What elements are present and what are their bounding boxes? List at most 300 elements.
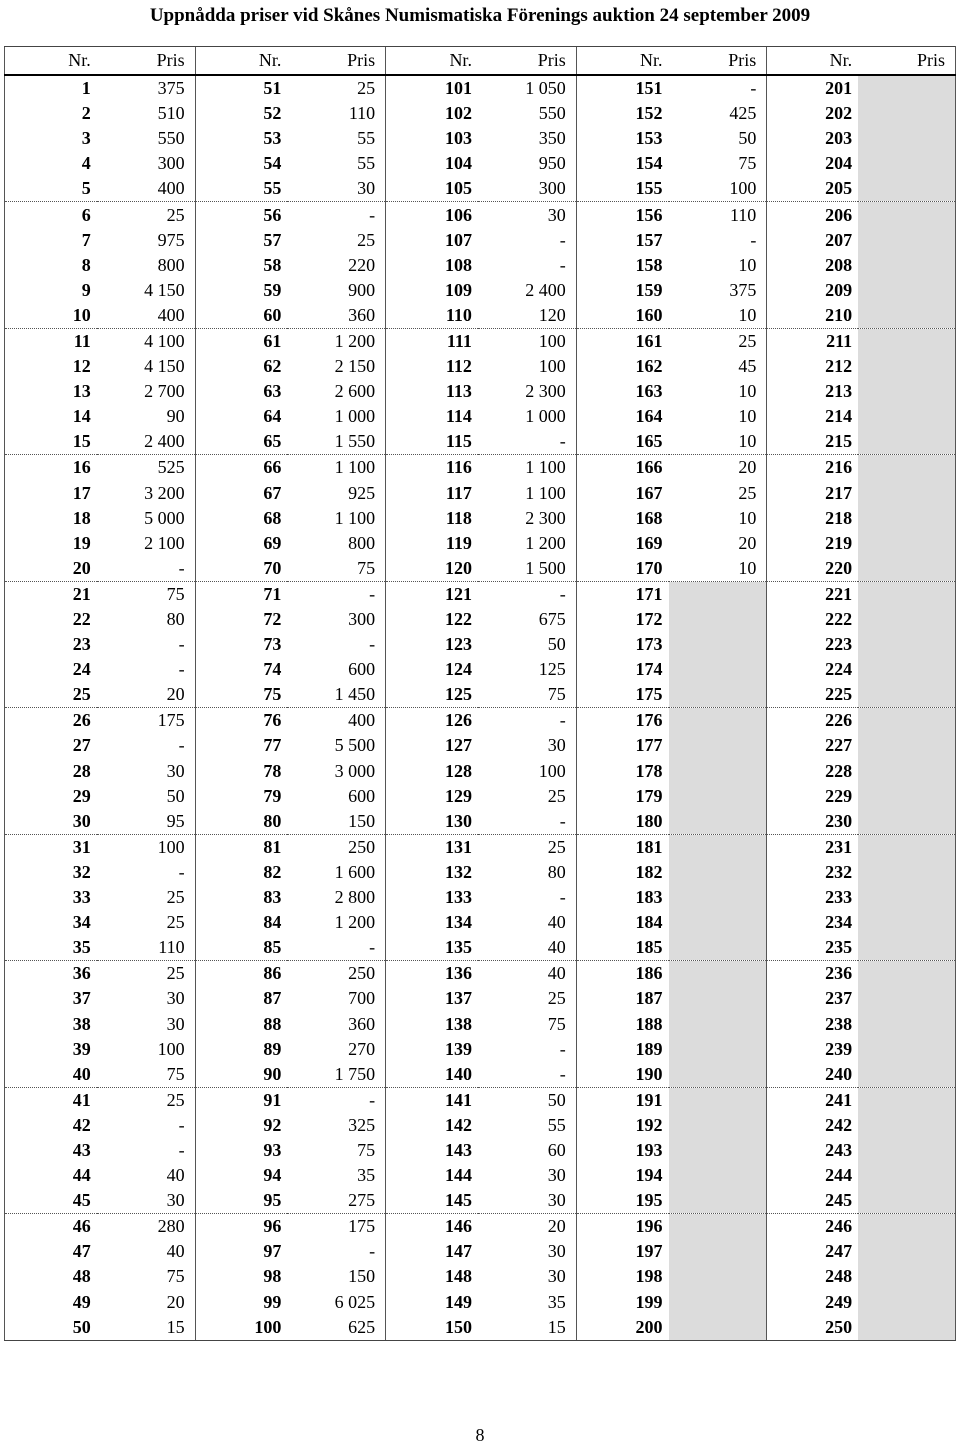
lot-price: 125 bbox=[538, 659, 566, 680]
table-row bbox=[5, 809, 956, 835]
lot-number: 164 bbox=[576, 404, 668, 429]
lot-number: 210 bbox=[767, 303, 858, 329]
table-row bbox=[5, 228, 956, 253]
auction-price-table bbox=[4, 46, 956, 1341]
table-row bbox=[5, 885, 956, 910]
table-row bbox=[5, 607, 956, 632]
lot-price: 360 bbox=[287, 303, 385, 329]
lot-price: 800 bbox=[157, 254, 185, 275]
lot-price bbox=[669, 1239, 767, 1264]
lot-number: 241 bbox=[767, 1087, 858, 1113]
lot-number: 245 bbox=[767, 1188, 858, 1214]
lot-number: 16 bbox=[5, 455, 97, 481]
lot-number: 231 bbox=[767, 834, 858, 860]
lot-number: 143 bbox=[386, 1138, 478, 1163]
lot-price: 40 bbox=[166, 1241, 185, 1262]
lot-price: 10 bbox=[738, 507, 757, 528]
lot-price: 110 bbox=[348, 103, 376, 124]
table-row bbox=[5, 784, 956, 809]
lot-price: 25 bbox=[357, 229, 376, 250]
lot-price bbox=[669, 632, 767, 657]
lot-price: 325 bbox=[348, 1114, 376, 1135]
lot-price bbox=[669, 607, 767, 632]
lot-number: 129 bbox=[386, 784, 478, 809]
table-row bbox=[5, 910, 956, 935]
lot-number: 228 bbox=[767, 759, 858, 784]
lot-number: 179 bbox=[576, 784, 668, 809]
lot-price: 150 bbox=[348, 1266, 376, 1287]
lot-price: 110 bbox=[729, 204, 757, 225]
table-row bbox=[5, 1011, 956, 1036]
lot-price bbox=[669, 1214, 767, 1240]
lot-price bbox=[669, 657, 767, 682]
lot-price: 25 bbox=[166, 912, 185, 933]
lot-number: 47 bbox=[5, 1239, 97, 1264]
lot-number: 54 bbox=[195, 151, 287, 176]
lot-price bbox=[858, 531, 955, 556]
lot-price: - bbox=[178, 1114, 185, 1135]
lot-number: 21 bbox=[5, 581, 97, 607]
lot-price: 100 bbox=[157, 836, 185, 857]
lot-number: 81 bbox=[195, 834, 287, 860]
lot-price: 1 000 bbox=[334, 406, 376, 427]
lot-number: 153 bbox=[576, 126, 668, 151]
lot-number: 162 bbox=[576, 354, 668, 379]
lot-price: 30 bbox=[547, 204, 566, 225]
lot-number: 45 bbox=[5, 1188, 97, 1214]
lot-number: 8 bbox=[5, 253, 97, 278]
lot-number: 4 bbox=[5, 151, 97, 176]
lot-price bbox=[858, 228, 955, 253]
lot-number: 116 bbox=[386, 455, 478, 481]
lot-number: 128 bbox=[386, 759, 478, 784]
lot-price bbox=[858, 455, 955, 481]
lot-number: 80 bbox=[195, 809, 287, 835]
lot-price bbox=[858, 328, 955, 354]
lot-price: 2 300 bbox=[525, 381, 566, 402]
lot-price: 1 500 bbox=[478, 556, 576, 582]
lot-number: 17 bbox=[5, 481, 97, 506]
lot-price: 10 bbox=[738, 381, 757, 402]
lot-price: 30 bbox=[547, 1241, 566, 1262]
lot-price: 3 000 bbox=[334, 760, 376, 781]
lot-number: 200 bbox=[576, 1315, 668, 1341]
lot-number: 131 bbox=[386, 834, 478, 860]
lot-price bbox=[669, 885, 767, 910]
table-row bbox=[5, 1138, 956, 1163]
lot-number: 124 bbox=[386, 657, 478, 682]
lot-number: 207 bbox=[767, 228, 858, 253]
lot-price: - bbox=[369, 1089, 376, 1110]
lot-number: 165 bbox=[576, 429, 668, 455]
lot-price: 75 bbox=[166, 583, 185, 604]
lot-price: 75 bbox=[547, 1013, 566, 1034]
lot-number: 23 bbox=[5, 632, 97, 657]
table-row bbox=[5, 328, 956, 354]
lot-price: 30 bbox=[547, 1266, 566, 1287]
lot-price: 15 bbox=[97, 1315, 195, 1341]
lot-price: 25 bbox=[166, 1089, 185, 1110]
lot-price bbox=[669, 1037, 767, 1062]
lot-number: 211 bbox=[767, 328, 858, 354]
lot-number: 60 bbox=[195, 303, 287, 329]
lot-price: - bbox=[478, 809, 576, 835]
lot-price bbox=[858, 202, 955, 228]
lot-number: 237 bbox=[767, 986, 858, 1011]
lot-number: 36 bbox=[5, 961, 97, 987]
lot-price bbox=[669, 733, 767, 758]
lot-price: 75 bbox=[166, 1266, 185, 1287]
lot-price bbox=[858, 581, 955, 607]
lot-number: 178 bbox=[576, 759, 668, 784]
lot-price: 75 bbox=[478, 682, 576, 708]
lot-number: 72 bbox=[195, 607, 287, 632]
table-row bbox=[5, 531, 956, 556]
lot-number: 55 bbox=[195, 176, 287, 202]
lot-price: - bbox=[559, 254, 566, 275]
lot-number: 169 bbox=[576, 531, 668, 556]
lot-price: 150 bbox=[287, 809, 385, 835]
lot-number: 167 bbox=[576, 481, 668, 506]
lot-number: 163 bbox=[576, 379, 668, 404]
lot-number: 30 bbox=[5, 809, 97, 835]
header-nr: Nr. bbox=[576, 47, 668, 76]
lot-number: 249 bbox=[767, 1290, 858, 1315]
header-row bbox=[5, 47, 956, 76]
lot-price bbox=[858, 556, 955, 582]
lot-price: 30 bbox=[547, 735, 566, 756]
lot-price: 20 bbox=[547, 1216, 566, 1237]
lot-price bbox=[669, 860, 767, 885]
lot-number: 137 bbox=[386, 986, 478, 1011]
lot-price: 1 750 bbox=[287, 1062, 385, 1088]
lot-price bbox=[669, 784, 767, 809]
lot-price bbox=[858, 1315, 955, 1341]
lot-number: 65 bbox=[195, 429, 287, 455]
lot-number: 5 bbox=[5, 176, 97, 202]
lot-number: 156 bbox=[576, 202, 668, 228]
lot-number: 6 bbox=[5, 202, 97, 228]
lot-number: 35 bbox=[5, 935, 97, 961]
lot-number: 229 bbox=[767, 784, 858, 809]
lot-number: 126 bbox=[386, 708, 478, 734]
lot-number: 90 bbox=[195, 1062, 287, 1088]
lot-price: 95 bbox=[97, 809, 195, 835]
lot-price: 30 bbox=[547, 1165, 566, 1186]
lot-number: 193 bbox=[576, 1138, 668, 1163]
lot-price: 75 bbox=[287, 556, 385, 582]
table-row bbox=[5, 1188, 956, 1214]
table-row bbox=[5, 278, 956, 303]
lot-price: 20 bbox=[738, 457, 757, 478]
table-row bbox=[5, 202, 956, 228]
lot-price bbox=[858, 379, 955, 404]
table-row bbox=[5, 1264, 956, 1289]
table-row bbox=[5, 986, 956, 1011]
lot-price: - bbox=[369, 583, 376, 604]
lot-price bbox=[669, 961, 767, 987]
lot-number: 127 bbox=[386, 733, 478, 758]
lot-price bbox=[669, 1138, 767, 1163]
table-row bbox=[5, 1214, 956, 1240]
lot-number: 115 bbox=[386, 429, 478, 455]
lot-number: 152 bbox=[576, 101, 668, 126]
lot-number: 40 bbox=[5, 1062, 97, 1088]
lot-price bbox=[858, 1062, 955, 1088]
lot-number: 140 bbox=[386, 1062, 478, 1088]
lot-price: 50 bbox=[547, 1089, 566, 1110]
lot-price: 25 bbox=[547, 785, 566, 806]
lot-price: 10 bbox=[669, 303, 767, 329]
lot-price bbox=[669, 935, 767, 961]
lot-number: 107 bbox=[386, 228, 478, 253]
lot-price bbox=[858, 1138, 955, 1163]
table-row bbox=[5, 1087, 956, 1113]
header-nr: Nr. bbox=[5, 47, 97, 76]
lot-number: 217 bbox=[767, 481, 858, 506]
lot-price: 525 bbox=[157, 457, 185, 478]
lot-number: 78 bbox=[195, 759, 287, 784]
lot-number: 159 bbox=[576, 278, 668, 303]
lot-number: 240 bbox=[767, 1062, 858, 1088]
table-row bbox=[5, 1315, 956, 1341]
lot-number: 250 bbox=[767, 1315, 858, 1341]
lot-price bbox=[669, 759, 767, 784]
table-row bbox=[5, 101, 956, 126]
lot-price bbox=[858, 910, 955, 935]
lot-number: 74 bbox=[195, 657, 287, 682]
lot-number: 194 bbox=[576, 1163, 668, 1188]
lot-price: 600 bbox=[348, 785, 376, 806]
lot-price: 1 100 bbox=[525, 482, 566, 503]
lot-price: - bbox=[369, 1241, 376, 1262]
lot-number: 75 bbox=[195, 682, 287, 708]
lot-number: 233 bbox=[767, 885, 858, 910]
lot-number: 29 bbox=[5, 784, 97, 809]
lot-price: 2 800 bbox=[334, 887, 376, 908]
lot-price: 6 025 bbox=[334, 1291, 376, 1312]
lot-number: 76 bbox=[195, 708, 287, 734]
lot-number: 27 bbox=[5, 733, 97, 758]
table-row bbox=[5, 354, 956, 379]
lot-number: 58 bbox=[195, 253, 287, 278]
lot-price: 55 bbox=[357, 153, 376, 174]
lot-price bbox=[858, 1239, 955, 1264]
lot-price: - bbox=[559, 710, 566, 731]
lot-number: 20 bbox=[5, 556, 97, 582]
lot-number: 108 bbox=[386, 253, 478, 278]
lot-price bbox=[669, 809, 767, 835]
lot-price: 20 bbox=[97, 682, 195, 708]
lot-number: 172 bbox=[576, 607, 668, 632]
lot-number: 141 bbox=[386, 1087, 478, 1113]
lot-price: 10 bbox=[738, 254, 757, 275]
lot-price: 2 150 bbox=[334, 356, 376, 377]
lot-number: 203 bbox=[767, 126, 858, 151]
lot-number: 32 bbox=[5, 860, 97, 885]
lot-number: 212 bbox=[767, 354, 858, 379]
lot-price: 2 400 bbox=[97, 429, 195, 455]
lot-number: 117 bbox=[386, 481, 478, 506]
lot-number: 7 bbox=[5, 228, 97, 253]
lot-price: 5 000 bbox=[144, 507, 185, 528]
lot-price: 30 bbox=[166, 760, 185, 781]
table-row bbox=[5, 303, 956, 329]
lot-price: 1 100 bbox=[334, 507, 376, 528]
lot-number: 224 bbox=[767, 657, 858, 682]
lot-price bbox=[858, 986, 955, 1011]
table-row bbox=[5, 1163, 956, 1188]
lot-number: 138 bbox=[386, 1011, 478, 1036]
lot-number: 43 bbox=[5, 1138, 97, 1163]
header-nr: Nr. bbox=[386, 47, 478, 76]
lot-price: 1 550 bbox=[287, 429, 385, 455]
lot-number: 239 bbox=[767, 1037, 858, 1062]
lot-number: 149 bbox=[386, 1290, 478, 1315]
lot-number: 192 bbox=[576, 1113, 668, 1138]
lot-number: 226 bbox=[767, 708, 858, 734]
lot-price: 25 bbox=[357, 78, 376, 99]
lot-price: 4 100 bbox=[144, 330, 185, 351]
lot-price bbox=[858, 1290, 955, 1315]
lot-number: 118 bbox=[386, 506, 478, 531]
lot-price bbox=[858, 784, 955, 809]
lot-price bbox=[858, 607, 955, 632]
lot-price: 360 bbox=[348, 1013, 376, 1034]
lot-price: 270 bbox=[348, 1038, 376, 1059]
lot-number: 144 bbox=[386, 1163, 478, 1188]
lot-number: 175 bbox=[576, 682, 668, 708]
lot-number: 201 bbox=[767, 75, 858, 101]
lot-price bbox=[858, 404, 955, 429]
lot-number: 230 bbox=[767, 809, 858, 835]
lot-number: 25 bbox=[5, 682, 97, 708]
lot-price: 375 bbox=[729, 279, 757, 300]
lot-price: 700 bbox=[348, 988, 376, 1009]
lot-price bbox=[858, 733, 955, 758]
lot-number: 121 bbox=[386, 581, 478, 607]
lot-price bbox=[858, 759, 955, 784]
lot-price: 975 bbox=[157, 229, 185, 250]
lot-price: 10 bbox=[738, 406, 757, 427]
header-nr: Nr. bbox=[195, 47, 287, 76]
lot-number: 139 bbox=[386, 1037, 478, 1062]
lot-price bbox=[858, 632, 955, 657]
lot-price: 75 bbox=[357, 1139, 376, 1160]
lot-price: 15 bbox=[478, 1315, 576, 1341]
lot-number: 103 bbox=[386, 126, 478, 151]
lot-price bbox=[858, 682, 955, 708]
lot-price bbox=[858, 1087, 955, 1113]
table-row bbox=[5, 1037, 956, 1062]
lot-number: 91 bbox=[195, 1087, 287, 1113]
lot-number: 66 bbox=[195, 455, 287, 481]
lot-price: - bbox=[559, 1038, 566, 1059]
lot-number: 67 bbox=[195, 481, 287, 506]
lot-number: 52 bbox=[195, 101, 287, 126]
table-row bbox=[5, 176, 956, 202]
lot-price: 20 bbox=[738, 532, 757, 553]
lot-number: 197 bbox=[576, 1239, 668, 1264]
lot-number: 89 bbox=[195, 1037, 287, 1062]
lot-number: 109 bbox=[386, 278, 478, 303]
lot-number: 39 bbox=[5, 1037, 97, 1062]
lot-price: 75 bbox=[738, 153, 757, 174]
lot-number: 206 bbox=[767, 202, 858, 228]
lot-number: 105 bbox=[386, 176, 478, 202]
table-row bbox=[5, 75, 956, 101]
lot-number: 145 bbox=[386, 1188, 478, 1214]
lot-number: 248 bbox=[767, 1264, 858, 1289]
lot-number: 18 bbox=[5, 506, 97, 531]
lot-price: 40 bbox=[478, 935, 576, 961]
lot-price bbox=[858, 481, 955, 506]
lot-number: 34 bbox=[5, 910, 97, 935]
lot-price: 1 600 bbox=[334, 861, 376, 882]
lot-price bbox=[858, 961, 955, 987]
lot-number: 214 bbox=[767, 404, 858, 429]
lot-price: 90 bbox=[166, 406, 185, 427]
lot-number: 227 bbox=[767, 733, 858, 758]
lot-price bbox=[858, 1011, 955, 1036]
lot-price: - bbox=[750, 229, 757, 250]
lot-price bbox=[858, 1113, 955, 1138]
lot-number: 182 bbox=[576, 860, 668, 885]
header-pris: Pris bbox=[287, 47, 385, 76]
lot-price: 550 bbox=[157, 128, 185, 149]
lot-number: 236 bbox=[767, 961, 858, 987]
lot-number: 10 bbox=[5, 303, 97, 329]
lot-price: 250 bbox=[348, 836, 376, 857]
lot-price: 900 bbox=[348, 279, 376, 300]
lot-price bbox=[669, 1062, 767, 1088]
lot-price: 10 bbox=[669, 429, 767, 455]
lot-number: 191 bbox=[576, 1087, 668, 1113]
lot-price: - bbox=[369, 204, 376, 225]
lot-price bbox=[858, 809, 955, 835]
lot-price: 40 bbox=[166, 1165, 185, 1186]
lot-number: 85 bbox=[195, 935, 287, 961]
lot-price bbox=[669, 1188, 767, 1214]
lot-number: 150 bbox=[386, 1315, 478, 1341]
lot-number: 198 bbox=[576, 1264, 668, 1289]
lot-number: 42 bbox=[5, 1113, 97, 1138]
lot-number: 247 bbox=[767, 1239, 858, 1264]
lot-price: 3 200 bbox=[144, 482, 185, 503]
lot-number: 209 bbox=[767, 278, 858, 303]
lot-number: 50 bbox=[5, 1315, 97, 1341]
lot-number: 93 bbox=[195, 1138, 287, 1163]
lot-price: 50 bbox=[738, 128, 757, 149]
lot-number: 221 bbox=[767, 581, 858, 607]
lot-number: 186 bbox=[576, 961, 668, 987]
lot-number: 189 bbox=[576, 1037, 668, 1062]
lot-price: 25 bbox=[547, 836, 566, 857]
lot-number: 92 bbox=[195, 1113, 287, 1138]
lot-price: 300 bbox=[348, 609, 376, 630]
lot-number: 12 bbox=[5, 354, 97, 379]
lot-price bbox=[669, 708, 767, 734]
lot-price bbox=[669, 1315, 767, 1341]
lot-price: 80 bbox=[166, 609, 185, 630]
header-pris: Pris bbox=[669, 47, 767, 76]
table-row bbox=[5, 834, 956, 860]
page-number: 8 bbox=[475, 1425, 485, 1445]
lot-number: 204 bbox=[767, 151, 858, 176]
lot-price: 30 bbox=[287, 176, 385, 202]
lot-price: 1 100 bbox=[525, 457, 566, 478]
table-row bbox=[5, 126, 956, 151]
